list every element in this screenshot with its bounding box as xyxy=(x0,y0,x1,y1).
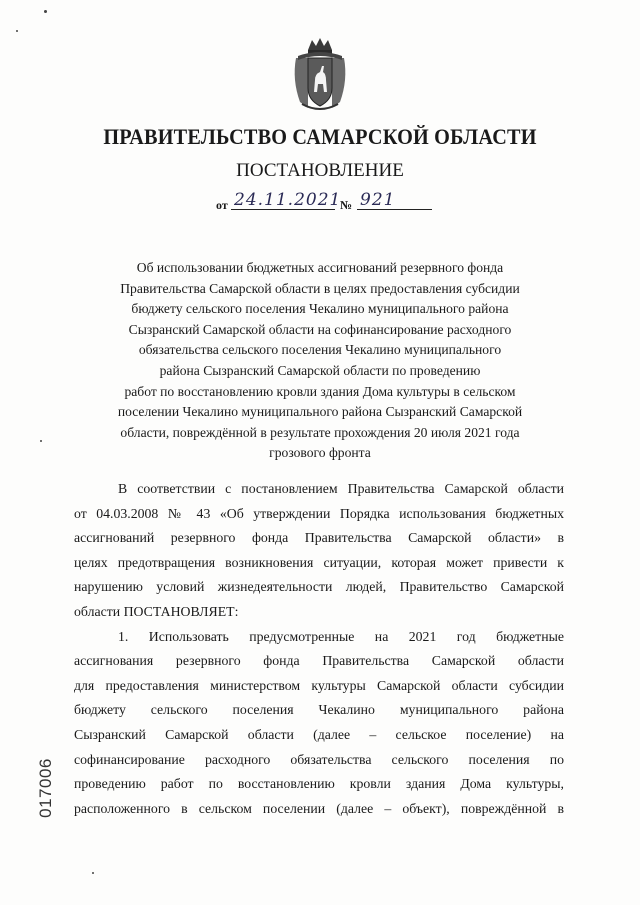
subject-line: Правительства Самарской области в целях предоставления субсидии xyxy=(120,280,520,296)
document-number: 921 xyxy=(360,190,396,210)
clause-line: 1. Использовать предусмотренные на 2021 год бюджетные xyxy=(118,628,564,644)
clause-line: для предоставления министерством культуры Самарской области субсидии xyxy=(74,677,564,693)
subject-line: бюджету сельского поселения Чекалино муниципального района xyxy=(131,301,509,317)
preamble-line: области ПОСТАНОВЛЯЕТ: xyxy=(74,603,239,619)
clause-line: софинансирование расходного обязательства сельского поселения по xyxy=(74,751,564,767)
scan-speck xyxy=(16,30,18,32)
subject-line: Сызранский Самарской области на софинансирование расходного xyxy=(128,321,512,337)
preamble-line: В соответствии с постановлением Правительства Самарской области xyxy=(118,481,564,496)
clause-line: бюджету сельского поселения Чекалино муниципального района xyxy=(74,702,564,718)
clause-line: проведению работ по восстановлению кровли здания Дома культуры, xyxy=(74,776,564,792)
scan-speck xyxy=(40,440,42,442)
clause-line: расположенного в сельском поселении (далее – объект), повреждённой в xyxy=(74,800,564,816)
preamble-line: от 04.03.2008 № 43 «Об утверждении Порядка использования бюджетных xyxy=(74,505,564,521)
clause-line: ассигнования резервного фонда Правительства Самарской области xyxy=(74,653,564,669)
subject-line: работ по восстановлению кровли здания Дома культуры в сельском xyxy=(124,383,516,399)
preamble-line: нарушению условий жизнедеятельности людей, Правительство Самарской xyxy=(74,579,564,595)
serial-number: 017006 xyxy=(35,758,55,818)
subject-line: области, повреждённой в результате прохождения 20 июля 2021 года xyxy=(120,424,520,440)
subject-line: района Сызранский Самарской области по проведению xyxy=(159,362,481,378)
document-meta xyxy=(216,192,432,214)
preamble-line: целях предотвращения возникновения ситуации, которая может привести к xyxy=(74,554,564,570)
date-label: от xyxy=(216,198,228,212)
date-underline xyxy=(231,209,335,210)
document-body xyxy=(74,477,564,821)
preamble-line: ассигнований резервного фонда Правительства Самарской области» в xyxy=(74,530,564,546)
organization-title: ПРАВИТЕЛЬСТВО САМАРСКОЙ ОБЛАСТИ xyxy=(103,124,537,149)
number-label: № xyxy=(340,198,353,212)
subject-line: грозового фронта xyxy=(269,445,371,461)
number-underline xyxy=(357,209,432,210)
document-subject xyxy=(96,258,544,464)
scan-speck xyxy=(92,872,94,874)
subject-line: поселении Чекалино муниципального района Сызранский Самарской xyxy=(117,404,523,420)
clause-line: Сызранский Самарской области (далее – сельское поселение) на xyxy=(74,726,564,742)
document-type: ПОСТАНОВЛЕНИЕ xyxy=(236,160,404,181)
coat-of-arms-icon xyxy=(288,36,352,112)
scan-speck xyxy=(44,10,47,13)
serial-stamp xyxy=(30,758,60,818)
subject-line: Об использовании бюджетных ассигнований резервного фонда xyxy=(136,260,504,275)
subject-line: обязательства сельского поселения Чекалино муниципального xyxy=(138,342,502,358)
document-date: 24.11.2021 xyxy=(234,190,342,210)
